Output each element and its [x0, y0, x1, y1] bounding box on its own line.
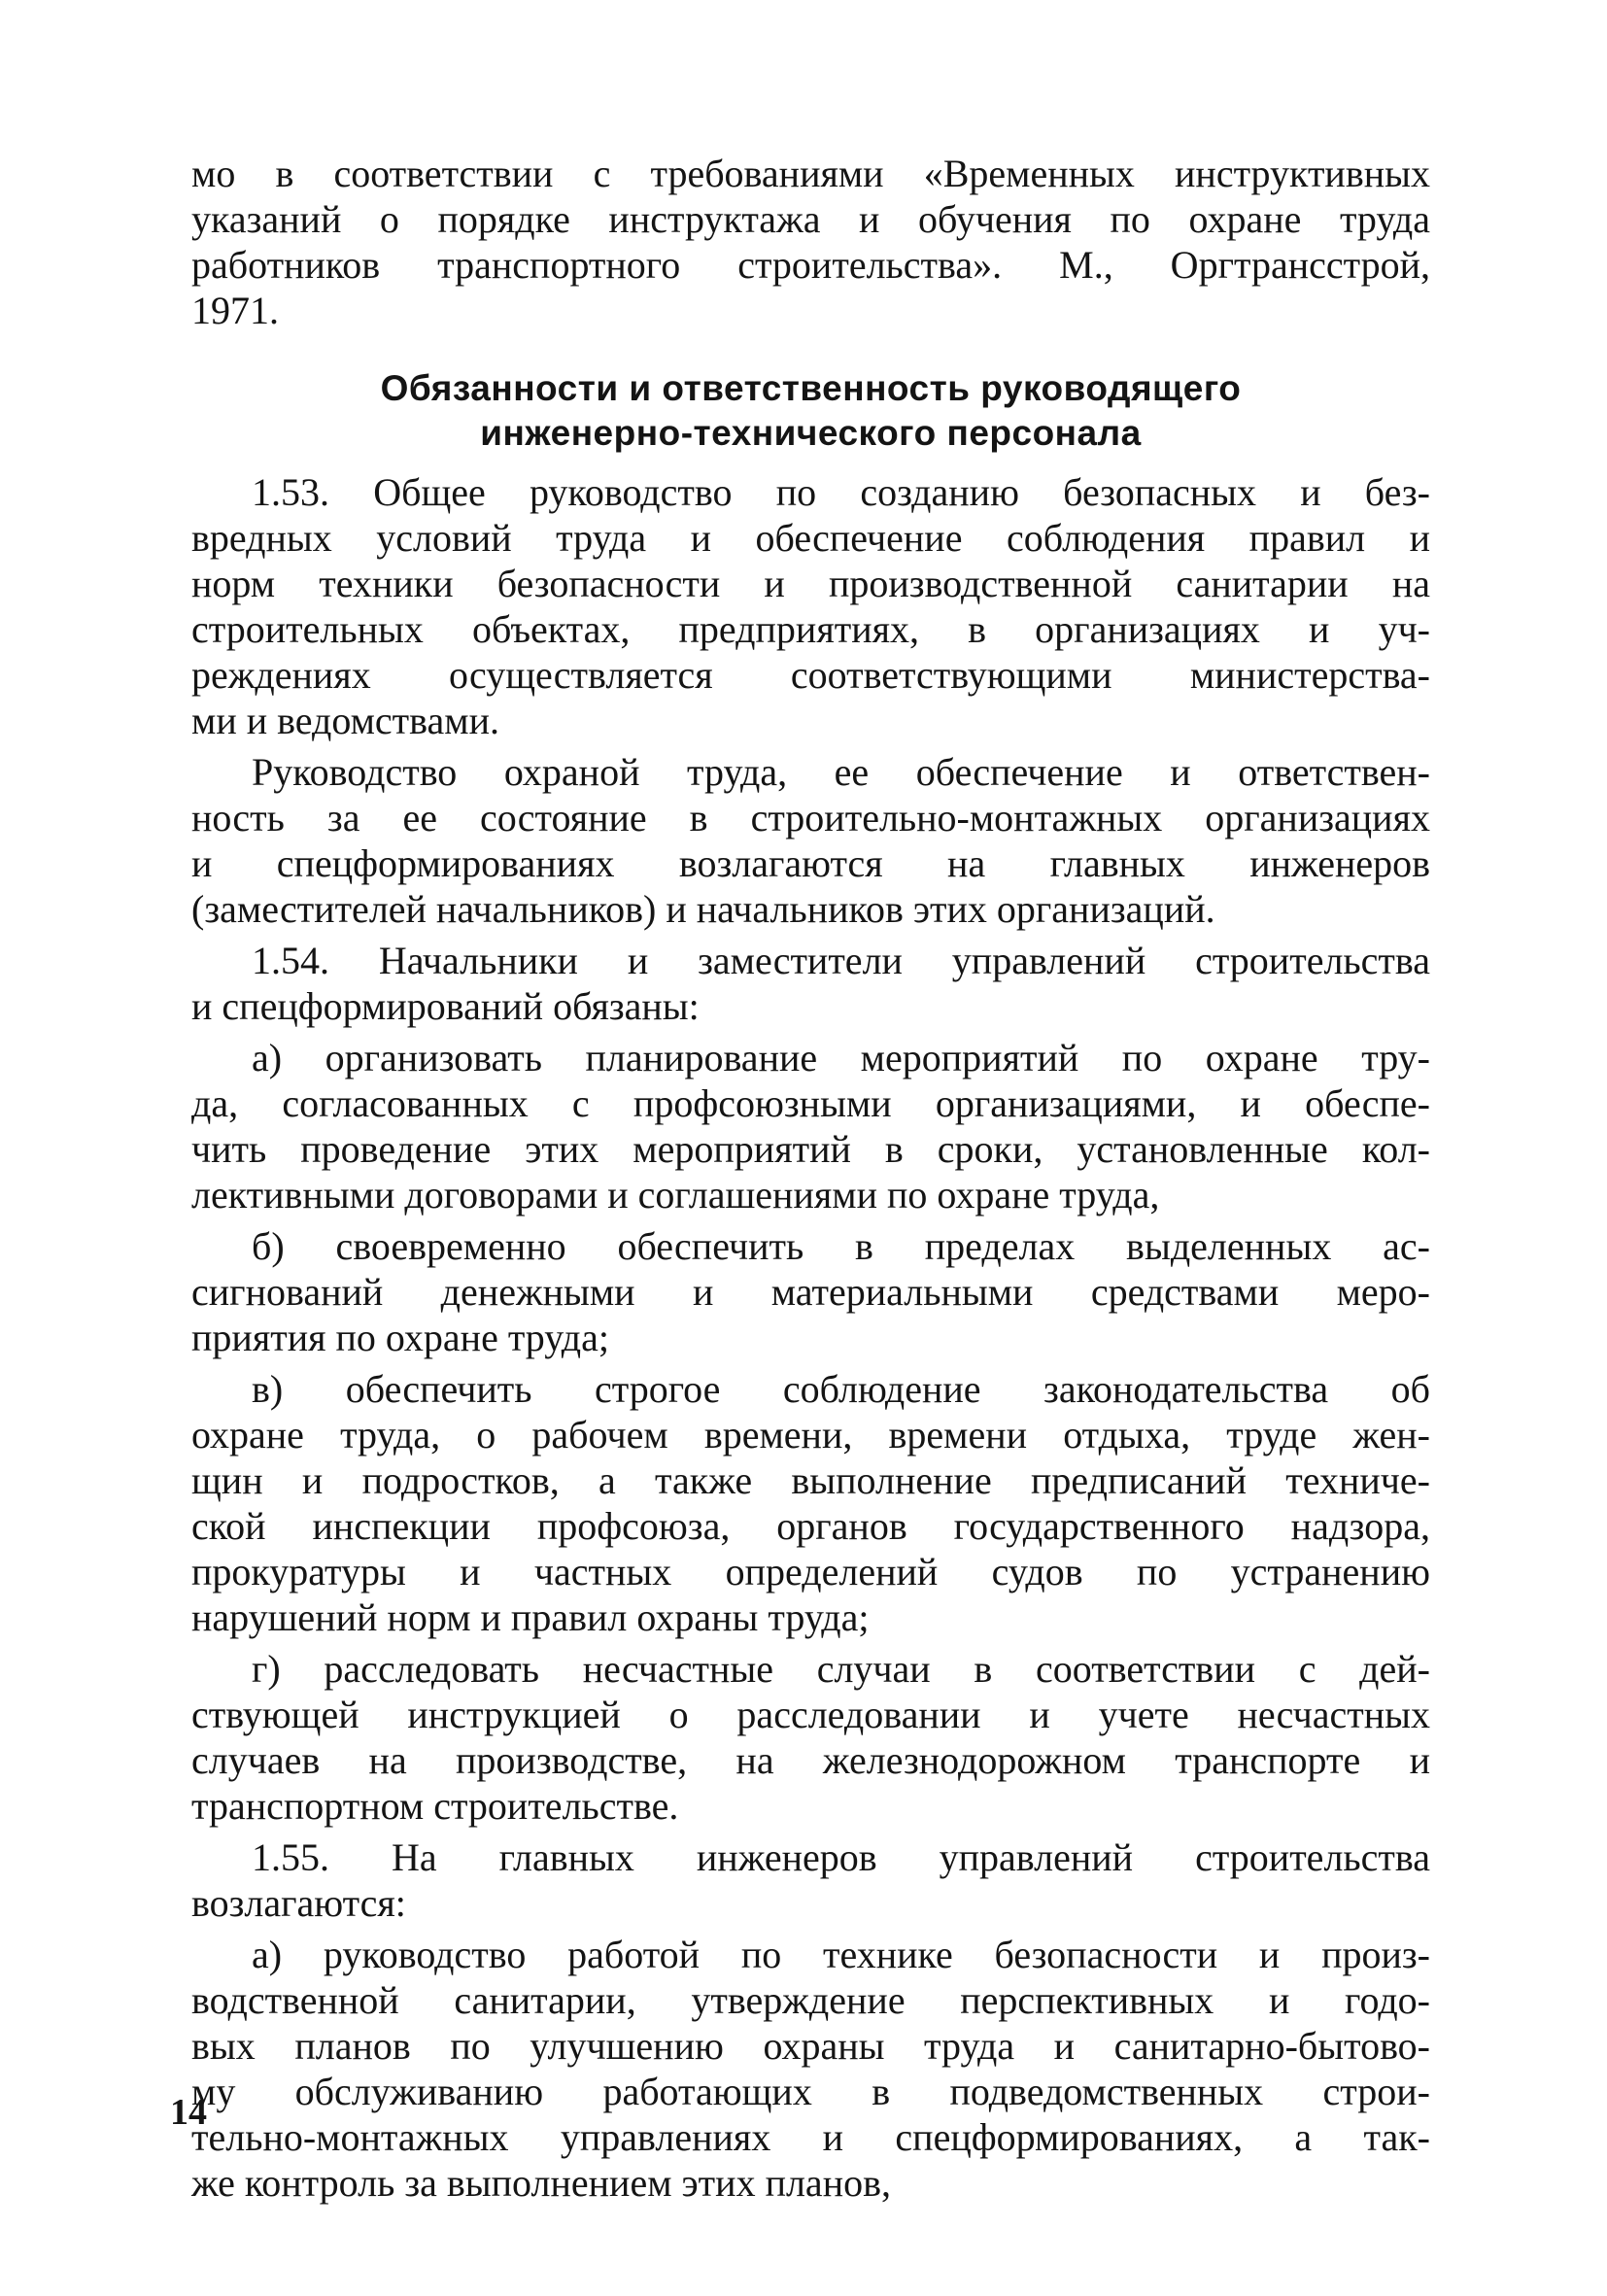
text-line: тельно-монтажных управлениях и спецформированиях, а так- — [191, 2115, 1430, 2159]
text-line: охране труда, о рабочем времени, времени отдыха, труде жен- — [191, 1413, 1430, 1456]
text-line: и спецформирований обязаны: — [191, 984, 700, 1028]
text-line: 1.55. На главных инженеров управлений строительства — [252, 1835, 1430, 1879]
list-item-b — [191, 1223, 1430, 1360]
section-heading-line: Обязанности и ответственность руководящего — [380, 368, 1242, 408]
text-line: в) обеспечить строгое соблюдение законодательства об — [252, 1367, 1430, 1411]
paragraph-1-55 — [191, 1834, 1430, 1926]
text-line: строительных объектах, предприятиях, в организациях и уч- — [191, 607, 1430, 651]
text-line: реждениях осуществляется соответствующими министерства- — [191, 653, 1430, 697]
section-heading-line: инженерно-технического персонала — [480, 413, 1142, 453]
paragraph-responsibility — [191, 749, 1430, 932]
document-page — [191, 151, 1430, 2211]
text-line: водственной санитарии, утверждение перспективных и годо- — [191, 1978, 1430, 2022]
text-line: норм техники безопасности и производственной санитарии на — [191, 562, 1430, 605]
page-number: 14 — [170, 2092, 207, 2133]
text-line: б) своевременно обеспечить в пределах выделенных ас- — [252, 1224, 1430, 1268]
text-line: му обслуживанию работающих в подведомственных строи- — [191, 2070, 1430, 2113]
text-line: ской инспекции профсоюза, органов государственного надзора, — [191, 1504, 1430, 1548]
text-line: да, согласованных с профсоюзными организациями, и обеспе- — [191, 1081, 1430, 1125]
text-line: работников транспортного строительства». М., Оргтрансстрой, — [191, 243, 1430, 287]
list-item-a-1-55 — [191, 1932, 1430, 2206]
text-line: вых планов по улучшению охраны труда и санитарно-бытово- — [191, 2024, 1430, 2068]
text-line: (заместителей начальников) и начальников этих организаций. — [191, 887, 1215, 931]
list-item-g — [191, 1646, 1430, 1829]
text-line: случаев на производстве, на железнодорожном транспорте и — [191, 1738, 1430, 1782]
text-line: г) расследовать несчастные случаи в соответствии с дей- — [252, 1647, 1430, 1691]
text-line: вредных условий труда и обеспечение соблюдения правил и — [191, 516, 1430, 560]
text-line: возлагаются: — [191, 1881, 406, 1925]
intro-paragraph — [191, 151, 1430, 333]
text-line: сигнований денежными и материальными средствами меро- — [191, 1270, 1430, 1314]
text-line: ми и ведомствами. — [191, 699, 499, 742]
text-line: мо в соответствии с требованиями «Временных инструктивных — [191, 152, 1430, 195]
text-line: указаний о порядке инструктажа и обучения по охране труда — [191, 197, 1430, 241]
text-line: 1.54. Начальники и заместители управлений строительства — [252, 939, 1430, 982]
list-item-v — [191, 1366, 1430, 1640]
text-line: приятия по охране труда; — [191, 1316, 609, 1359]
text-line: же контроль за выполнением этих планов, — [191, 2161, 891, 2205]
text-line: 1.53. Общее руководство по созданию безопасных и без- — [252, 470, 1430, 514]
paragraph-1-53 — [191, 469, 1430, 743]
text-line: ствующей инструкцией о расследовании и учете несчастных — [191, 1693, 1430, 1736]
text-line: а) организовать планирование мероприятий по охране тру- — [252, 1036, 1430, 1079]
text-line: Руководство охраной труда, ее обеспечение и ответствен- — [252, 750, 1430, 794]
text-line: нарушений норм и правил охраны труда; — [191, 1595, 870, 1639]
paragraph-1-54 — [191, 938, 1430, 1029]
text-line: чить проведение этих мероприятий в сроки, установленные кол- — [191, 1127, 1430, 1171]
text-line: щин и подростков, а также выполнение предписаний техниче- — [191, 1458, 1430, 1502]
section-heading — [191, 366, 1430, 456]
text-line: транспортном строительстве. — [191, 1784, 679, 1828]
text-line: ность за ее состояние в строительно-монтажных организациях — [191, 796, 1430, 840]
text-line: прокуратуры и частных определений судов по устранению — [191, 1550, 1430, 1593]
text-line: а) руководство работой по технике безопасности и произ- — [252, 1933, 1430, 1976]
list-item-a — [191, 1035, 1430, 1217]
text-line: 1971. — [191, 289, 279, 332]
text-line: лективными договорами и соглашениями по охране труда, — [191, 1173, 1160, 1217]
text-line: и спецформированиях возлагаются на главных инженеров — [191, 841, 1430, 885]
